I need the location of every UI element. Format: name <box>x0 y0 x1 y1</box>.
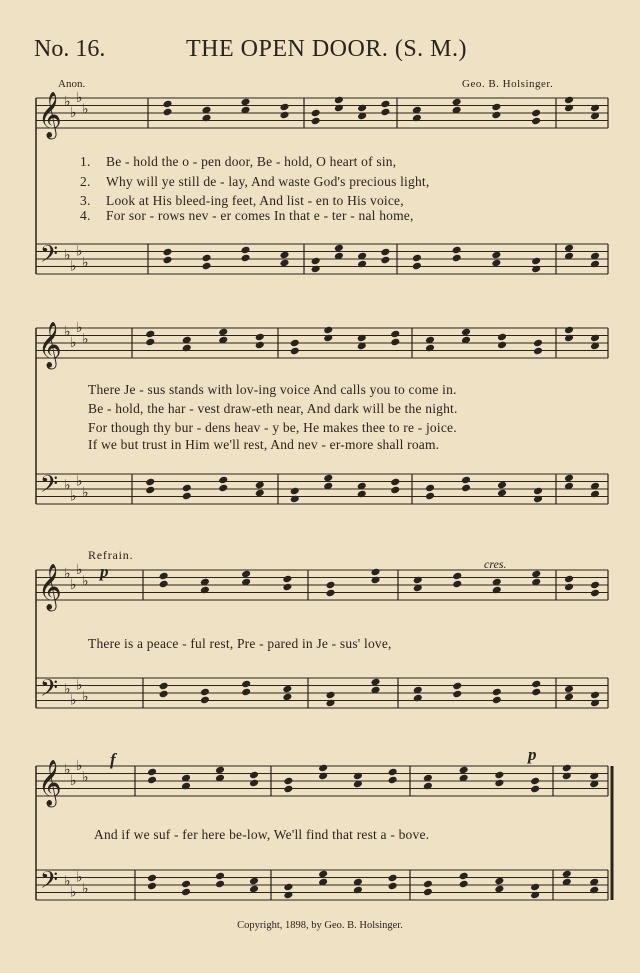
note-head <box>147 776 157 785</box>
note-head <box>412 262 422 271</box>
flat-icon: ♭ <box>82 484 89 501</box>
note-head <box>311 117 321 126</box>
note-head <box>357 104 367 113</box>
note-head <box>530 785 540 794</box>
note-head <box>182 492 192 501</box>
note-head <box>425 492 435 501</box>
note-head <box>380 248 390 257</box>
note-head <box>388 874 398 883</box>
refrain-line-2: And if we suf - fer here be-low, We'll find that rest a - bove. <box>94 827 430 842</box>
flat-icon: ♭ <box>82 769 89 786</box>
note-head <box>531 257 541 266</box>
note-head <box>531 117 541 126</box>
note-head <box>531 680 541 689</box>
note-head <box>413 694 423 703</box>
note-head <box>531 109 541 118</box>
note-head <box>388 768 398 777</box>
flat-icon: ♭ <box>82 573 89 590</box>
flat-icon: ♭ <box>64 681 71 698</box>
note-head <box>423 888 433 897</box>
note-head <box>533 487 543 496</box>
flat-icon: ♭ <box>76 243 83 260</box>
flat-icon: ♭ <box>70 577 77 593</box>
note-head <box>318 772 328 781</box>
flat-icon: ♭ <box>76 758 83 774</box>
flat-icon: ♭ <box>64 873 71 890</box>
note-head <box>241 680 251 689</box>
note-head <box>388 882 398 891</box>
note-head <box>370 568 380 577</box>
note-head <box>412 254 422 263</box>
note-head <box>533 347 543 356</box>
note-head <box>564 575 574 584</box>
note-head <box>181 888 191 897</box>
flat-icon: ♭ <box>70 488 77 505</box>
note-head <box>145 338 155 347</box>
flat-icon: ♭ <box>64 247 71 264</box>
note-head <box>334 96 344 105</box>
verse-4-line-1: 4. For sor - rows nev - er comes In that e - ter - nal home, <box>80 208 414 223</box>
note-head <box>531 265 541 274</box>
words-credit: Anon. <box>58 78 86 90</box>
note-head <box>218 484 228 493</box>
dynamic-piano: p <box>100 562 109 581</box>
verse-4-line-2: If we but trust in Him we'll rest, And nev - er-more shall roam. <box>88 437 440 452</box>
note-head <box>564 104 574 113</box>
flat-icon: ♭ <box>64 93 71 110</box>
note-head <box>590 699 600 708</box>
note-head <box>282 583 292 592</box>
note-head <box>215 880 225 889</box>
note-head <box>162 256 172 265</box>
note-head <box>530 891 540 900</box>
note-head <box>357 490 367 499</box>
flat-icon: ♭ <box>76 320 83 336</box>
flat-icon: ♭ <box>76 562 83 578</box>
note-head <box>459 880 469 889</box>
flat-icon: ♭ <box>70 773 77 789</box>
note-head <box>311 265 321 274</box>
note-head <box>357 334 367 343</box>
flat-icon: ♭ <box>82 880 89 897</box>
flat-icon: ♭ <box>82 254 89 271</box>
note-head <box>241 688 251 697</box>
note-head <box>249 771 259 780</box>
note-head <box>159 682 169 691</box>
note-head <box>159 572 169 581</box>
bass-clef-icon: 𝄢 <box>40 470 59 503</box>
note-head <box>423 782 433 791</box>
note-head <box>283 785 293 794</box>
note-head <box>390 478 400 487</box>
note-head <box>562 764 572 773</box>
note-head <box>590 589 600 598</box>
hymn-title: THE OPEN DOOR. (S. M.) <box>186 36 467 62</box>
note-head <box>255 333 265 342</box>
note-head <box>182 344 192 353</box>
note-head <box>452 682 462 691</box>
flat-icon: ♭ <box>82 688 89 705</box>
note-head <box>589 772 599 781</box>
note-head <box>380 108 390 117</box>
note-head <box>353 772 363 781</box>
note-head <box>282 575 292 584</box>
note-head <box>334 104 344 113</box>
flat-icon: ♭ <box>76 90 83 106</box>
note-head <box>452 254 462 263</box>
music-credit: Geo. B. Holsinger. <box>462 78 554 90</box>
note-head <box>380 256 390 265</box>
note-head <box>590 691 600 700</box>
bass-clef-icon: 𝄢 <box>40 240 59 273</box>
note-head <box>459 872 469 881</box>
note-head <box>215 872 225 881</box>
note-head <box>390 330 400 339</box>
flat-icon: ♭ <box>76 677 83 694</box>
flat-icon: ♭ <box>64 323 71 340</box>
note-head <box>218 476 228 485</box>
flat-icon: ♭ <box>76 473 83 490</box>
note-head <box>590 260 600 269</box>
note-head <box>492 696 502 705</box>
dynamic-piano-end: p <box>528 745 537 764</box>
note-head <box>145 486 155 495</box>
treble-clef-icon: 𝄞 <box>38 92 62 138</box>
note-head <box>452 246 462 255</box>
note-head <box>162 100 172 109</box>
note-head <box>564 334 574 343</box>
flat-icon: ♭ <box>64 761 71 778</box>
note-head <box>182 484 192 493</box>
note-head <box>325 581 335 590</box>
note-head <box>353 886 363 895</box>
note-head <box>201 114 211 123</box>
note-head <box>290 339 300 348</box>
note-head <box>492 586 502 595</box>
note-head <box>533 339 543 348</box>
note-head <box>497 341 507 350</box>
note-head <box>181 880 191 889</box>
dynamic-forte: f <box>110 750 116 769</box>
note-head <box>413 576 423 585</box>
note-head <box>201 254 211 263</box>
note-head <box>461 484 471 493</box>
hymn-number: No. 16. <box>34 36 106 62</box>
note-head <box>283 777 293 786</box>
flat-icon: ♭ <box>82 331 89 348</box>
note-head <box>564 96 574 105</box>
note-head <box>283 891 293 900</box>
note-head <box>590 490 600 499</box>
note-head <box>590 581 600 590</box>
flat-icon: ♭ <box>76 869 83 886</box>
flat-icon: ♭ <box>70 258 77 275</box>
note-head <box>492 688 502 697</box>
verse-1-line-1: 1. Be - hold the o - pen door, Be - hold, O heart of sin, <box>80 154 397 169</box>
copyright-notice: Copyright, 1898, by Geo. B. Holsinger. <box>237 920 403 931</box>
refrain-line-1: There is a peace - ful rest, Pre - pared in Je - sus' love, <box>88 636 392 651</box>
note-head <box>564 326 574 335</box>
note-head <box>323 326 333 335</box>
flat-icon: ♭ <box>82 101 89 118</box>
note-head <box>590 334 600 343</box>
note-head <box>461 476 471 485</box>
note-head <box>412 114 422 123</box>
note-head <box>145 330 155 339</box>
note-head <box>452 690 462 699</box>
bass-clef-icon: 𝄢 <box>40 866 59 899</box>
note-head <box>494 779 504 788</box>
note-head <box>423 880 433 889</box>
verse-2-line-1: 2. Why will ye still de - lay, And waste God's precious light, <box>80 174 430 189</box>
treble-clef-icon: 𝄞 <box>38 760 62 806</box>
note-head <box>159 690 169 699</box>
note-head <box>533 495 543 504</box>
note-head <box>590 104 600 113</box>
note-head <box>290 487 300 496</box>
note-head <box>562 772 572 781</box>
note-head <box>200 586 210 595</box>
note-head <box>249 779 259 788</box>
note-head <box>380 100 390 109</box>
note-head <box>200 688 210 697</box>
note-head <box>491 103 501 112</box>
note-head <box>147 768 157 777</box>
note-head <box>491 111 501 120</box>
verse-3-line-1: 3. Look at His bleed-ing feet, And list - en to His voice, <box>80 193 404 208</box>
note-head <box>425 484 435 493</box>
flat-icon: ♭ <box>70 105 77 121</box>
note-head <box>279 111 289 120</box>
flat-icon: ♭ <box>70 692 77 709</box>
note-head <box>390 338 400 347</box>
note-head <box>325 589 335 598</box>
note-head <box>390 486 400 495</box>
verse-1-line-2: There Je - sus stands with lov-ing voice And calls you to come in. <box>88 382 457 397</box>
flat-icon: ♭ <box>70 884 77 901</box>
note-head <box>201 262 211 271</box>
verse-2-line-2: Be - hold, the har - vest draw-eth near, And dark will be the night. <box>88 401 458 416</box>
note-head <box>530 777 540 786</box>
note-head <box>452 580 462 589</box>
refrain-label: Refrain. <box>88 548 134 562</box>
note-head <box>325 699 335 708</box>
note-head <box>290 347 300 356</box>
note-head <box>181 782 191 791</box>
note-head <box>283 883 293 892</box>
note-head <box>290 495 300 504</box>
flat-icon: ♭ <box>64 565 71 582</box>
note-head <box>162 248 172 257</box>
note-head <box>200 696 210 705</box>
bass-clef-icon: 𝄢 <box>40 674 59 707</box>
note-head <box>323 334 333 343</box>
note-head <box>145 478 155 487</box>
verse-3-line-2: For though thy bur - dens heav - y be, He makes thee to re - joice. <box>88 420 457 435</box>
note-head <box>497 333 507 342</box>
note-head <box>357 260 367 269</box>
note-head <box>311 257 321 266</box>
note-head <box>494 771 504 780</box>
note-head <box>564 583 574 592</box>
note-head <box>530 883 540 892</box>
treble-clef-icon: 𝄞 <box>38 322 62 368</box>
note-head <box>279 103 289 112</box>
note-head <box>318 764 328 773</box>
note-head <box>147 882 157 891</box>
note-head <box>452 572 462 581</box>
note-head <box>147 874 157 883</box>
note-head <box>311 109 321 118</box>
note-head <box>240 246 250 255</box>
note-head <box>325 691 335 700</box>
note-head <box>159 580 169 589</box>
flat-icon: ♭ <box>64 477 71 494</box>
note-head <box>425 344 435 353</box>
note-head <box>162 108 172 117</box>
note-head <box>589 886 599 895</box>
note-head <box>240 254 250 263</box>
note-head <box>255 341 265 350</box>
note-head <box>370 576 380 585</box>
treble-clef-icon: 𝄞 <box>38 564 62 610</box>
note-head <box>388 776 398 785</box>
flat-icon: ♭ <box>70 335 77 351</box>
note-head <box>531 688 541 697</box>
crescendo-mark: cres. <box>484 557 507 571</box>
